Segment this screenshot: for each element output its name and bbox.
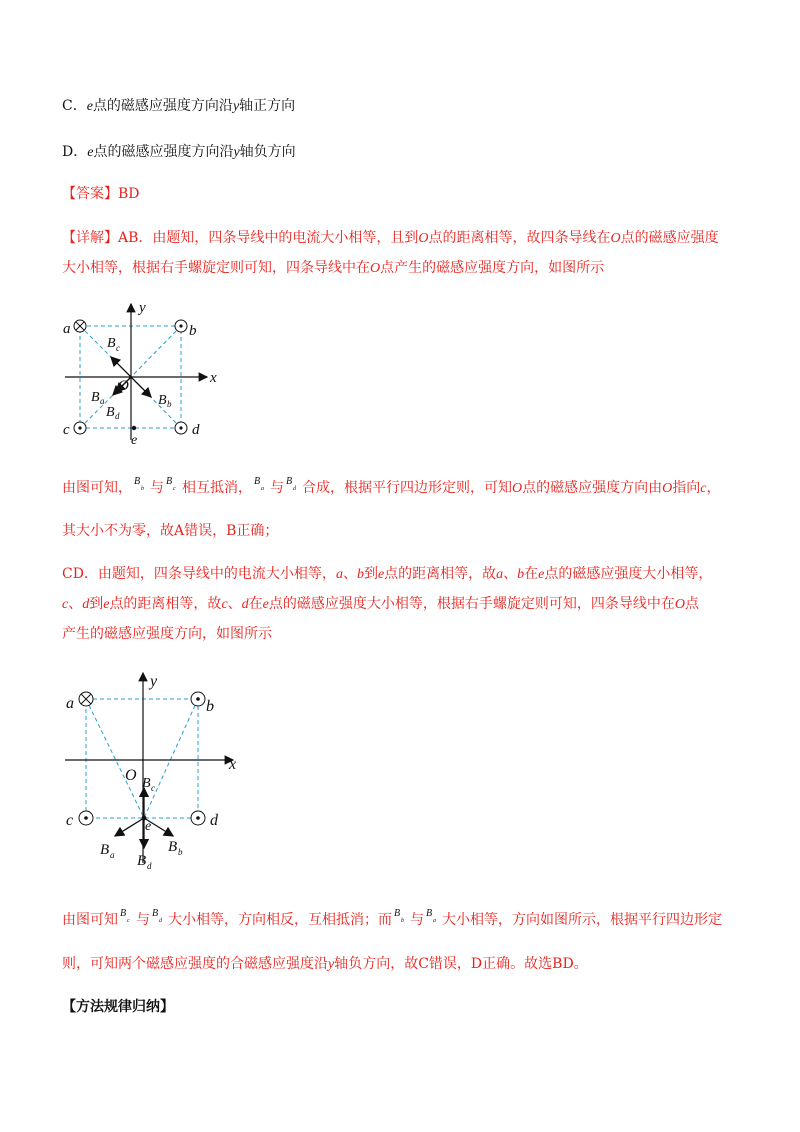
vector-ba (115, 818, 144, 836)
label-a: a (63, 321, 71, 337)
point-o: O (418, 231, 429, 246)
option-d-point: e (87, 145, 94, 160)
option-d-suffix: 轴负方向 (239, 144, 296, 160)
label-o: O (125, 767, 137, 784)
detail-cd-text: 、 (342, 566, 357, 582)
figure-2-svg (55, 668, 245, 873)
point-o: O (674, 597, 685, 612)
conclusion-text: 相互抵消， (182, 480, 252, 496)
conclusion-text: 与 (270, 480, 284, 496)
option-c (62, 96, 295, 117)
cross-wire-icon (74, 320, 86, 332)
detail-ab-text: AB．由题知，四条导线中的电流大小相等，且到 (118, 230, 419, 246)
detail-cd-text: 点 (685, 596, 699, 612)
conclusion-text: 大小相等，方向相反，互相抵消；而 (168, 912, 392, 928)
label-bb-sub: b (167, 399, 172, 409)
conclusion-text: 合成，根据平行四边形定则，可知 (302, 480, 512, 496)
symbol-b: B (134, 476, 141, 487)
label-b: b (189, 323, 197, 339)
symbol-b: B (286, 476, 293, 487)
conclusion-text: 与 (150, 480, 164, 496)
point-d: d (82, 597, 90, 612)
symbol-sub: a (433, 918, 436, 924)
point-e-dot (132, 426, 136, 430)
cross-wire-icon (79, 692, 93, 706)
answer-line (62, 184, 140, 204)
conclusion-text: 由图可知 (62, 912, 118, 928)
point-c: c (221, 597, 228, 612)
detail-cd-text: 在 (524, 566, 539, 582)
label-d: d (192, 422, 200, 438)
point-o: O (662, 481, 673, 496)
detail-ab-line2 (62, 258, 604, 279)
point-o: O (370, 261, 381, 276)
point-e: e (262, 597, 269, 612)
point-d: d (241, 597, 249, 612)
symbol-sub: c (127, 918, 130, 924)
conclusion-text: 指向 (672, 480, 701, 496)
dot-wire-icon (191, 692, 205, 706)
point-e: e (538, 567, 545, 582)
detail-cd-text: 、 (68, 596, 83, 612)
symbol-b-c (118, 910, 136, 930)
detail-cd-text: 、 (503, 566, 518, 582)
label-bc: B (107, 336, 116, 351)
point-c: c (700, 481, 707, 496)
point-c: c (62, 597, 69, 612)
label-o: O (118, 378, 129, 394)
label-bc: B (142, 776, 151, 791)
detail-ab-text: 点的距离相等，故四条导线在 (428, 230, 611, 246)
section-title-text: 【方法规律归纳】 (62, 999, 174, 1015)
symbol-sub: d (293, 486, 296, 492)
symbol-b: B (254, 476, 261, 487)
dot-wire-icon (175, 422, 187, 434)
option-d-prefix: D． (62, 144, 88, 160)
label-x: x (229, 756, 237, 773)
dashed-line (144, 699, 198, 818)
label-bd: B (106, 405, 115, 420)
detail-cd-text: 到 (89, 596, 104, 612)
label-ba: B (91, 390, 100, 405)
axis-y: y (328, 957, 335, 972)
symbol-b: B (426, 908, 433, 919)
option-c-axis: y (232, 99, 240, 114)
symbol-sub: a (261, 486, 264, 492)
label-a: a (66, 695, 74, 712)
label-x: x (210, 370, 217, 386)
detail-ab-text: 大小相等，根据右手螺旋定则可知，四条导线中在 (62, 260, 370, 276)
symbol-b-b (132, 478, 150, 498)
conclusion-2-line2 (62, 954, 588, 975)
symbol-sub: d (159, 918, 162, 924)
figure-1 (55, 298, 225, 448)
symbol-b-a (424, 910, 442, 930)
point-e: e (377, 567, 385, 582)
point-a: a (335, 567, 343, 582)
conclusion-2-line1 (62, 910, 722, 930)
option-c-text: 点的磁感应强度方向沿 (92, 98, 233, 114)
conclusion-1-line2 (62, 521, 278, 541)
detail-ab-text: 点的磁感应强度 (620, 230, 719, 246)
detail-cd-text: 点的磁感应强度大小相等，根据右手螺旋定则可知，四条导线中在 (268, 596, 675, 612)
label-bb: B (158, 393, 167, 408)
option-d-text: 点的磁感应强度方向沿 (93, 144, 234, 160)
conclusion-text: 轴负方向，故C错误，D正确。故选BD。 (334, 956, 588, 972)
conclusion-text: ， (706, 480, 721, 496)
dot-wire-icon (74, 422, 86, 434)
vector-bc (111, 357, 131, 377)
detail-cd-text: 产生的磁感应强度方向，如图所示 (62, 626, 272, 642)
detail-cd-text: 、 (227, 596, 242, 612)
point-a: a (496, 567, 504, 582)
detail-ab-text: 点产生的磁感应强度方向，如图所示 (380, 260, 605, 276)
label-bd: B (137, 853, 147, 869)
detail-cd-text: CD．由题知，四条导线中的电流大小相等， (62, 566, 336, 582)
point-b: b (356, 567, 364, 582)
option-d-axis: y (233, 145, 240, 160)
detail-cd-line2 (62, 594, 699, 615)
dashed-diagonal (131, 326, 181, 377)
label-ba: B (100, 842, 110, 858)
option-c-prefix: C． (62, 98, 87, 114)
figure-1-svg (55, 298, 225, 448)
label-d: d (210, 812, 218, 829)
figure-2 (55, 668, 245, 873)
symbol-b: B (120, 908, 127, 919)
symbol-b-a (252, 478, 270, 498)
label-ba-sub: a (100, 396, 105, 406)
conclusion-text: 与 (136, 912, 150, 928)
point-o: O (610, 231, 621, 246)
answer-tag: 【答案】 (62, 186, 118, 202)
detail-tag: 【详解】 (62, 230, 118, 246)
option-d (62, 142, 296, 163)
symbol-b: B (152, 908, 159, 919)
conclusion-1-line1 (62, 478, 720, 499)
detail-cd-text: 点的距离相等，故 (384, 566, 497, 582)
detail-cd-text: 到 (363, 566, 378, 582)
section-title (62, 997, 174, 1017)
symbol-sub: b (401, 918, 404, 924)
point-o: O (512, 481, 523, 496)
label-bb-sub: b (178, 847, 183, 857)
conclusion-text: 大小相等，方向如图所示，根据平行四边形定 (442, 912, 722, 928)
detail-cd-text: 点的距离相等，故 (109, 596, 222, 612)
detail-cd-text: 点的磁感应强度大小相等， (544, 566, 713, 582)
symbol-sub: c (173, 486, 176, 492)
dashed-line (86, 699, 144, 818)
label-bc-sub: c (116, 343, 120, 353)
label-e: e (145, 819, 152, 834)
label-c: c (63, 422, 70, 438)
label-y: y (150, 673, 158, 690)
symbol-b: B (166, 476, 173, 487)
vector-bb (131, 377, 151, 397)
conclusion-text: 则，可知两个磁感应强度的合磁感应强度沿 (62, 956, 328, 972)
detail-cd-line3 (62, 624, 272, 644)
symbol-b: B (394, 908, 401, 919)
label-bd-sub: d (115, 411, 120, 421)
detail-cd-line1 (62, 564, 712, 585)
symbol-sub: b (141, 486, 144, 492)
label-bc-sub: c (151, 783, 155, 793)
dot-wire-icon (175, 320, 187, 332)
point-b: b (517, 567, 525, 582)
dot-wire-icon (191, 811, 205, 825)
symbol-b-c (164, 478, 182, 498)
conclusion-text: 由图可知， (62, 480, 132, 496)
label-y: y (139, 300, 146, 316)
answer-value: BD (118, 186, 140, 202)
label-bb: B (168, 839, 178, 855)
symbol-b-d (284, 478, 302, 498)
detail-cd-text: 在 (248, 596, 263, 612)
point-e: e (103, 597, 110, 612)
dashed-square (86, 699, 198, 818)
label-ba-sub: a (110, 850, 115, 860)
symbol-b-d (150, 910, 168, 930)
symbol-b-b (392, 910, 410, 930)
label-bd-sub: d (147, 861, 152, 871)
label-b: b (206, 698, 214, 715)
dot-wire-icon (79, 811, 93, 825)
conclusion-text: 其大小不为零，故A错误，B正确； (62, 523, 279, 539)
conclusion-text: 点的磁感应强度方向由 (522, 480, 663, 496)
label-c: c (66, 812, 74, 829)
detail-ab-line1 (62, 228, 719, 249)
conclusion-text: 与 (410, 912, 424, 928)
option-c-suffix: 轴正方向 (239, 98, 296, 114)
label-e: e (131, 433, 138, 448)
option-c-point: e (86, 99, 93, 114)
